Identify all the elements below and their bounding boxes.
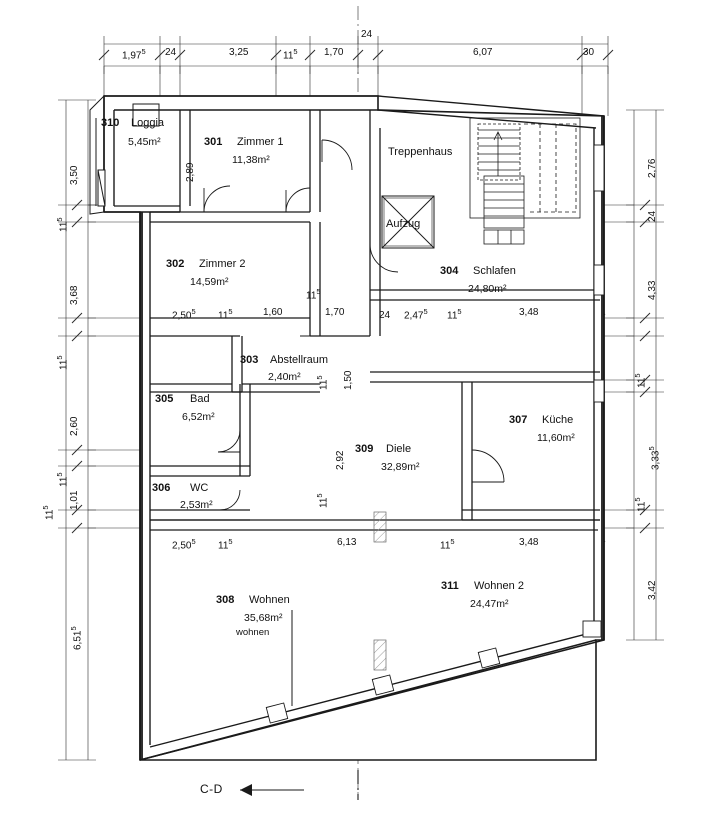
room-name-310: Loggia: [131, 117, 165, 129]
room-area-309: 32,89m²: [381, 461, 420, 473]
dim-vert-1: $11^5$: [315, 375, 330, 390]
dim-loggia-depth: 2,89: [185, 162, 196, 182]
dim-left-8: $11^5$: [41, 505, 56, 520]
room-number-304: 304: [440, 265, 459, 277]
dim-right-2: 24: [647, 210, 658, 222]
room-number-303: 303: [240, 354, 259, 366]
room-number-305: 305: [155, 393, 174, 405]
room-name-308: Wohnen: [249, 594, 290, 606]
dim-corridor-width: $11^5$: [306, 287, 321, 302]
room-number-302: 302: [166, 258, 185, 270]
room-name-307: Küche: [542, 414, 574, 426]
room-area-311: 24,47m²: [470, 598, 509, 610]
dim-top-5: 1,70: [324, 47, 344, 58]
room-name-303: Abstellraum: [270, 354, 329, 366]
dim-left-3: 3,68: [69, 285, 80, 305]
room-note-308: wohnen: [236, 627, 270, 638]
dim-top-8: 30: [583, 47, 595, 58]
space-name-treppenhaus: Treppenhaus: [388, 146, 453, 158]
room-name-306: WC: [190, 482, 209, 494]
room-number-310: 310: [101, 117, 120, 129]
room-area-308: 35,68m²: [244, 612, 283, 624]
space-name-aufzug: Aufzug: [386, 218, 421, 230]
dim-top-7: 6,07: [473, 47, 493, 58]
dim-mid-1: 2,50$^5$: [172, 307, 196, 322]
dim-vert-4: $11^5$: [315, 493, 330, 508]
dim-top-6: 24: [361, 29, 373, 40]
dim-right-5: 3,33$^5$: [647, 446, 662, 470]
dim-left-7: 1,01: [69, 490, 80, 510]
dim-right-4: $11^5$: [633, 373, 648, 388]
dim-left-4: $11^5$: [55, 355, 70, 370]
dim-left-9: 6,51$^5$: [69, 626, 84, 650]
dim-left-5: 2,60: [69, 416, 80, 436]
dim-left-2: $11^5$: [55, 217, 70, 232]
room-name-309: Diele: [386, 443, 412, 455]
room-number-309: 309: [355, 443, 374, 455]
room-name-301: Zimmer 1: [237, 136, 284, 148]
dim-mid-6: 2,47$^5$: [404, 307, 428, 322]
dim-vert-3: 2,92: [335, 450, 346, 470]
section-marker-label: C-D: [200, 782, 223, 796]
dim-mid-7: $11^5$: [447, 307, 462, 322]
dim-low-2: $11^5$: [218, 537, 233, 552]
room-number-308: 308: [216, 594, 235, 606]
room-name-305: Bad: [190, 393, 210, 405]
dim-top-3: 3,25: [229, 47, 249, 58]
room-area-302: 14,59m²: [190, 276, 229, 288]
dim-right-7: 3,42: [647, 580, 658, 600]
dim-right-1: 2,76: [647, 158, 658, 178]
room-area-306: 2,53m²: [180, 499, 213, 511]
dim-top-4: $11^5$: [283, 47, 298, 62]
room-number-311: 311: [441, 580, 459, 592]
room-name-304: Schlafen: [473, 265, 516, 277]
room-area-303: 2,40m²: [268, 371, 301, 383]
room-area-304: 24,80m²: [468, 283, 507, 295]
room-number-301: 301: [204, 136, 223, 148]
dim-low-3: 6,13: [337, 537, 357, 548]
room-name-302: Zimmer 2: [199, 258, 246, 270]
dim-left-6: $11^5$: [55, 472, 70, 487]
dim-low-1: 2,50$^5$: [172, 537, 196, 552]
dim-right-3: 4,33: [647, 280, 658, 300]
room-area-307: 11,60m²: [537, 432, 575, 444]
dim-top-1: 1,97$^5$: [122, 47, 146, 62]
dim-left-1: 3,50: [69, 165, 80, 185]
room-number-306: 306: [152, 482, 171, 494]
dim-right-6: $11^5$: [633, 497, 648, 512]
dim-mid-3: 1,60: [263, 307, 283, 318]
room-area-301: 11,38m²: [232, 154, 270, 166]
dim-mid-4: 1,70: [325, 307, 345, 318]
dim-low-4: $11^5$: [440, 537, 455, 552]
room-name-311: Wohnen 2: [474, 580, 524, 592]
dim-vert-2: 1,50: [343, 370, 354, 390]
room-area-305: 6,52m²: [182, 411, 215, 423]
dim-mid-2: $11^5$: [218, 307, 233, 322]
dim-low-5: 3,48: [519, 537, 539, 548]
dim-mid-5: 24: [379, 310, 391, 321]
room-area-310: 5,45m²: [128, 136, 161, 148]
dim-mid-8: 3,48: [519, 307, 539, 318]
room-number-307: 307: [509, 414, 528, 426]
dim-top-2: 24: [165, 47, 177, 58]
